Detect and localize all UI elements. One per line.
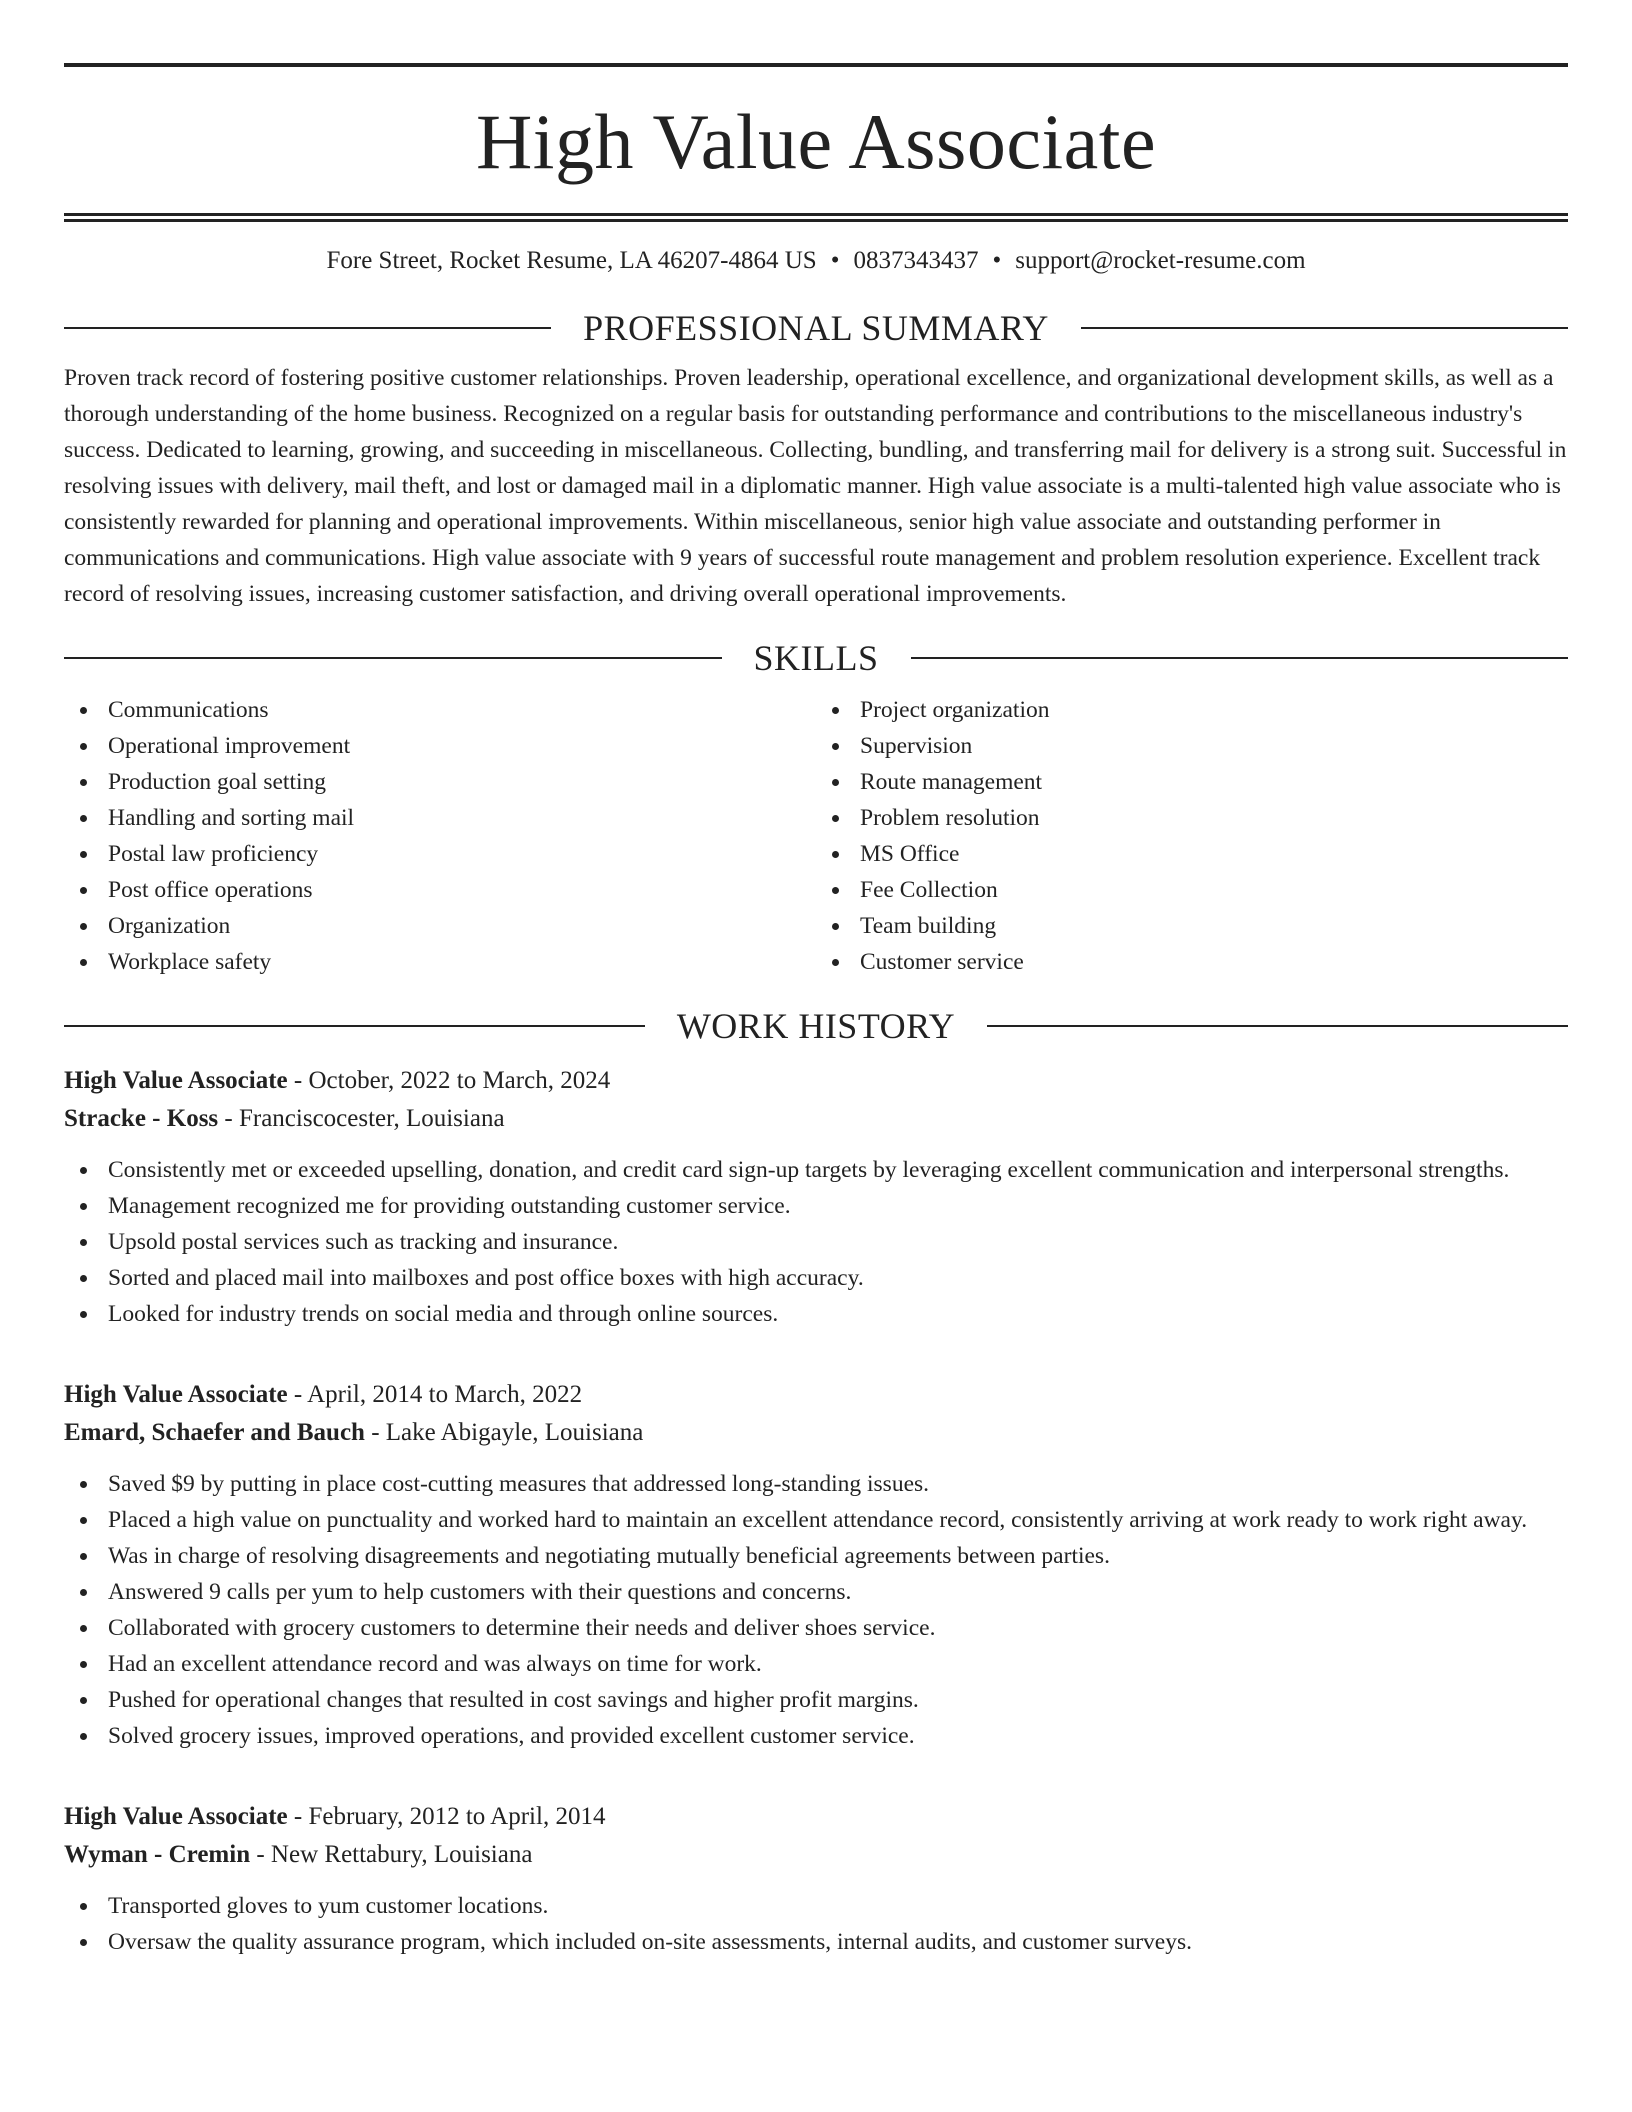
work-heading [64, 1004, 1568, 1048]
contact-email[interactable]: support@rocket-resume.com [1015, 247, 1306, 274]
job-dates: - April, 2014 to March, 2022 [287, 1381, 583, 1408]
job-bullet: Collaborated with grocery customers to determine their needs and deliver shoes service. [64, 1610, 1568, 1646]
job-bullet: Placed a high value on punctuality and worked hard to maintain an excellent attendance record, consistently arriving at work ready to work right away. [64, 1502, 1568, 1538]
summary-heading [64, 306, 1568, 350]
skill-item: Fee Collection [816, 872, 1568, 908]
job-title-line [64, 1062, 1568, 1100]
skill-item: Project organization [816, 692, 1568, 728]
skill-item: Postal law proficiency [64, 836, 816, 872]
job-entry [64, 1798, 1568, 1960]
contact-line [64, 246, 1568, 276]
skills-list-right [816, 692, 1568, 980]
job-title-line [64, 1376, 1568, 1414]
contact-phone: 0837343437 [853, 247, 979, 274]
job-dates: - October, 2022 to March, 2024 [287, 1067, 611, 1094]
job-location: - Franciscocester, Louisiana [218, 1105, 505, 1132]
skill-item: Workplace safety [64, 944, 816, 980]
job-entry [64, 1376, 1568, 1754]
skills-list-left [64, 692, 816, 980]
job-title: High Value Associate [64, 1803, 288, 1830]
work-heading-title: WORK HISTORY [676, 1006, 956, 1046]
work-history-list [64, 1062, 1568, 1960]
job-bullet: Oversaw the quality assurance program, which included on-site assessments, internal audits, and customer surveys. [64, 1924, 1568, 1960]
skill-item: Route management [816, 764, 1568, 800]
contact-address: Fore Street, Rocket Resume, LA 46207-4864 US [326, 247, 817, 274]
job-dates: - February, 2012 to April, 2014 [287, 1803, 606, 1830]
heading-rule [1081, 327, 1568, 329]
job-bullet: Upsold postal services such as tracking and insurance. [64, 1224, 1568, 1260]
job-bullet: Management recognized me for providing outstanding customer service. [64, 1188, 1568, 1224]
summary-text: Proven track record of fostering positive customer relationships. Proven leadership, operational excellence, and organizational development skills, as well as a thorough understanding of the home business. Recognized on a regular basis for outstanding performance and contributions to the miscellaneous industry's success. Dedicated to learning, growing, and succeeding in miscellaneous. Collecting, bundling, and transferring mail for delivery is a strong suit. Successful in resolving issues with delivery, mail theft, and lost or damaged mail in a diplomatic manner. High value associate is a multi-talented high value associate who is consistently rewarded for planning and operational improvements. Within miscellaneous, senior high value associate and outstanding performer in communications and communications. High value associate with 9 years of successful route management and problem resolution experience. Excellent track record of resolving issues, increasing customer satisfaction, and driving overall operational improvements. [64, 365, 1567, 607]
contact-separator: • [992, 247, 1002, 274]
header-double-rule [64, 213, 1568, 222]
skill-item: Operational improvement [64, 728, 816, 764]
summary-heading-title: PROFESSIONAL SUMMARY [583, 308, 1049, 348]
skill-item: Communications [64, 692, 816, 728]
heading-rule [987, 1025, 1568, 1027]
skills-heading [64, 636, 1568, 680]
skill-item: Team building [816, 908, 1568, 944]
job-bullet-list [64, 1466, 1568, 1754]
job-bullet: Looked for industry trends on social media and through online sources. [64, 1296, 1568, 1332]
skill-item: Organization [64, 908, 816, 944]
heading-rule [64, 327, 551, 329]
job-title-line [64, 1798, 1568, 1836]
job-bullet: Saved $9 by putting in place cost-cutting measures that addressed long-standing issues. [64, 1466, 1568, 1502]
job-bullet: Solved grocery issues, improved operations, and provided excellent customer service. [64, 1718, 1568, 1754]
skill-item: Problem resolution [816, 800, 1568, 836]
job-company-line [64, 1836, 1568, 1874]
header-top-rule [64, 63, 1568, 67]
job-bullet: Sorted and placed mail into mailboxes and post office boxes with high accuracy. [64, 1260, 1568, 1296]
skills-heading-title: SKILLS [753, 638, 879, 678]
skill-item: MS Office [816, 836, 1568, 872]
job-location: - New Rettabury, Louisiana [250, 1841, 533, 1868]
job-location: - Lake Abigayle, Louisiana [364, 1419, 644, 1446]
heading-rule [64, 657, 722, 659]
skill-item: Customer service [816, 944, 1568, 980]
job-company-line [64, 1414, 1568, 1452]
job-bullet: Transported gloves to yum customer locations. [64, 1888, 1568, 1924]
skill-item: Supervision [816, 728, 1568, 764]
job-title: High Value Associate [64, 1067, 288, 1094]
job-company: Wyman - Cremin [64, 1841, 251, 1868]
skill-item: Post office operations [64, 872, 816, 908]
heading-rule [911, 657, 1569, 659]
job-bullet: Had an excellent attendance record and was always on time for work. [64, 1646, 1568, 1682]
skills-columns [64, 692, 1568, 980]
contact-separator: • [830, 247, 840, 274]
job-bullet-list [64, 1152, 1568, 1332]
job-bullet: Was in charge of resolving disagreements and negotiating mutually beneficial agreements between parties. [64, 1538, 1568, 1574]
skill-item: Production goal setting [64, 764, 816, 800]
job-company: Stracke - Koss [64, 1105, 219, 1132]
job-company-line [64, 1100, 1568, 1138]
skill-item: Handling and sorting mail [64, 800, 816, 836]
job-bullet: Consistently met or exceeded upselling, donation, and credit card sign-up targets by leveraging excellent communication and interpersonal strengths. [64, 1152, 1568, 1188]
job-company: Emard, Schaefer and Bauch [64, 1419, 365, 1446]
resume-name: High Value Associate [475, 98, 1157, 185]
job-bullet-list [64, 1888, 1568, 1960]
resume-page [64, 0, 1568, 1960]
job-entry [64, 1062, 1568, 1332]
job-title: High Value Associate [64, 1381, 288, 1408]
job-bullet: Pushed for operational changes that resulted in cost savings and higher profit margins. [64, 1682, 1568, 1718]
heading-rule [64, 1025, 645, 1027]
job-bullet: Answered 9 calls per yum to help customers with their questions and concerns. [64, 1574, 1568, 1610]
